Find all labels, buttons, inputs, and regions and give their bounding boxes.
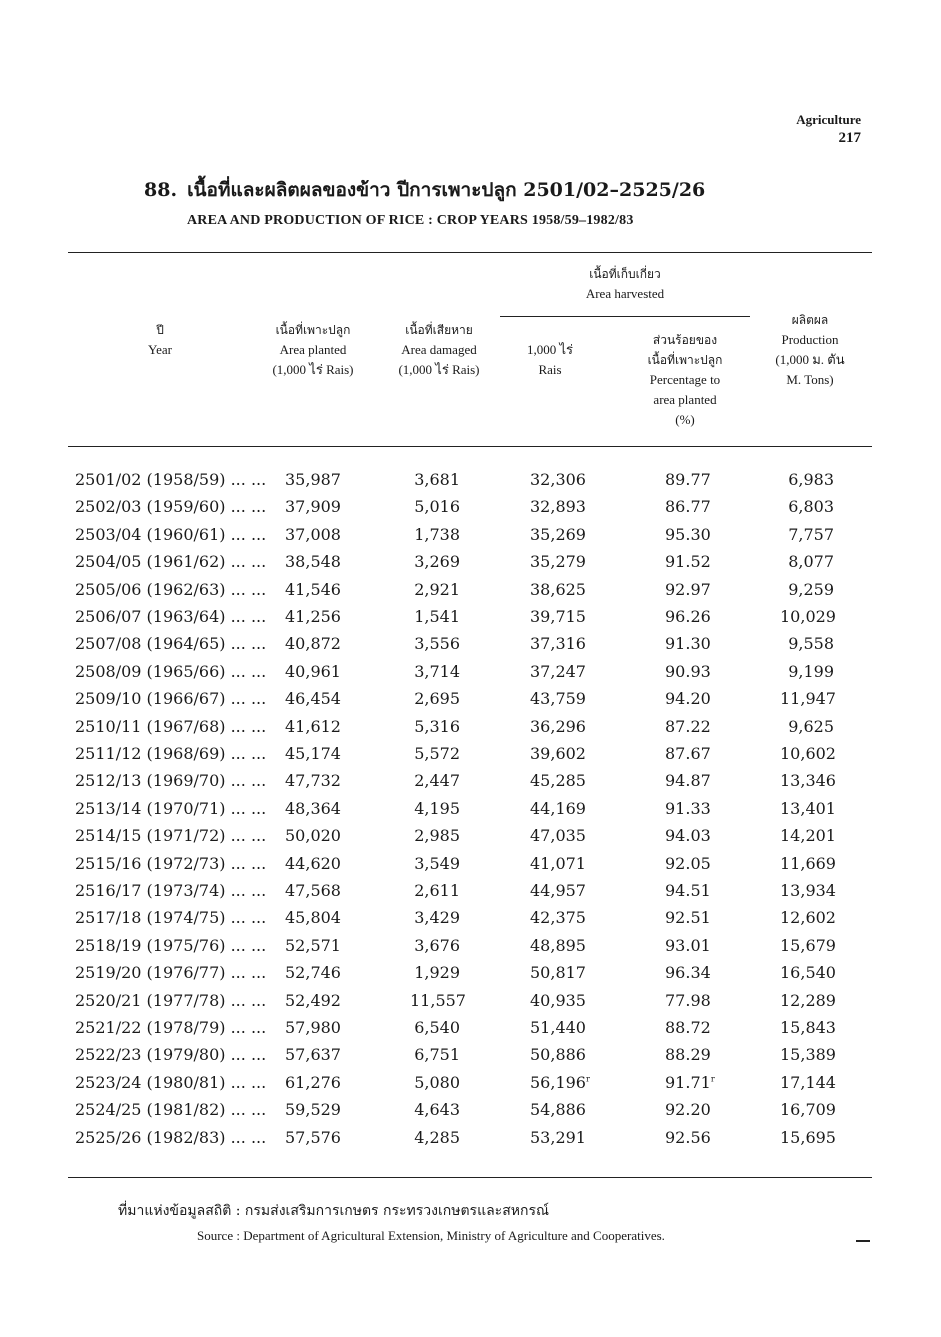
year-cell: 2520/21 (1977/78) ... ... (75, 991, 267, 1010)
table-row (0, 552, 941, 579)
area-planted-cell: 40,872 (285, 634, 341, 653)
area-planted-cell: 57,576 (285, 1128, 341, 1147)
area-planted-cell: 52,746 (285, 963, 341, 982)
area-damaged-cell: 2,611 (414, 881, 460, 900)
header-area-damaged (378, 320, 500, 380)
area-planted-cell: 35,987 (285, 470, 341, 489)
area-planted-cell: 37,909 (285, 497, 341, 516)
area-planted-cell: 57,637 (285, 1045, 341, 1064)
area-damaged-cell: 3,269 (414, 552, 460, 571)
header-area-harvested (500, 264, 750, 304)
production-cell: 10,029 (780, 607, 836, 626)
area-harvested-cell: 53,291 (530, 1128, 586, 1147)
header-year (110, 320, 210, 360)
area-damaged-cell: 5,080 (414, 1073, 460, 1092)
area-planted-cell: 46,454 (285, 689, 341, 708)
trailing-dash (856, 1240, 870, 1242)
table-row (0, 497, 941, 524)
area-harvested-cell: 39,602 (530, 744, 586, 763)
year-cell: 2510/11 (1967/68) ... ... (75, 717, 267, 736)
area-planted-cell: 48,364 (285, 799, 341, 818)
area-damaged-cell: 3,549 (414, 854, 460, 873)
area-harvested-cell: 39,715 (530, 607, 586, 626)
table-row (0, 744, 941, 771)
production-cell: 12,289 (780, 991, 836, 1010)
header-damaged-thai: เนื้อที่เสียหาย (405, 323, 473, 337)
area-harvested-cell: 48,895 (530, 936, 586, 955)
table-row (0, 689, 941, 716)
header-year-english: Year (148, 342, 172, 357)
year-cell: 2505/06 (1962/63) ... ... (75, 580, 267, 599)
year-cell: 2524/25 (1981/82) ... ... (75, 1100, 267, 1119)
area-planted-cell: 45,804 (285, 908, 341, 927)
area-harvested-cell: 35,279 (530, 552, 586, 571)
area-harvested-cell: 38,625 (530, 580, 586, 599)
area-damaged-cell: 3,681 (414, 470, 460, 489)
production-cell: 13,401 (780, 799, 836, 818)
page-number: 217 (838, 130, 861, 146)
year-cell: 2509/10 (1966/67) ... ... (75, 689, 267, 708)
header-harvested-english: Area harvested (585, 286, 665, 301)
table-number: 88. (144, 179, 178, 201)
production-cell: 11,669 (780, 854, 836, 873)
percentage-cell: 89.77 (665, 470, 711, 489)
header-pct-thai-2: เนื้อที่เพาะปลูก (647, 353, 723, 367)
percentage-cell: 91.30 (665, 634, 711, 653)
area-planted-cell: 50,020 (285, 826, 341, 845)
percentage-cell: 94.87 (665, 771, 711, 790)
area-harvested-cell: 32,306 (530, 470, 586, 489)
header-area-planted (253, 320, 373, 380)
area-planted-cell: 47,568 (285, 881, 341, 900)
header-percentage (620, 330, 750, 430)
area-planted-cell: 52,492 (285, 991, 341, 1010)
header-bottom-rule (68, 446, 872, 447)
header-planted-english: Area planted (279, 342, 347, 357)
header-harvested-unit-en: Rais (538, 362, 562, 377)
production-cell: 16,709 (780, 1100, 836, 1119)
table-row (0, 881, 941, 908)
header-planted-unit: (1,000 ไร่ Rais) (272, 362, 354, 377)
table-row (0, 607, 941, 634)
year-cell: 2513/14 (1970/71) ... ... (75, 799, 267, 818)
area-damaged-cell: 6,751 (414, 1045, 460, 1064)
page-header (796, 112, 861, 147)
area-harvested-cell: 37,316 (530, 634, 586, 653)
area-damaged-cell: 3,556 (414, 634, 460, 653)
bottom-rule (68, 1177, 872, 1178)
production-cell: 15,679 (780, 936, 836, 955)
year-cell: 2511/12 (1968/69) ... ... (75, 744, 267, 763)
year-cell: 2501/02 (1958/59) ... ... (75, 470, 267, 489)
table-row (0, 580, 941, 607)
area-harvested-cell: 51,440 (530, 1018, 586, 1037)
area-harvested-cell: 32,893 (530, 497, 586, 516)
header-pct-thai-1: ส่วนร้อยของ (652, 333, 718, 347)
top-rule (68, 252, 872, 253)
area-harvested-cell: 44,169 (530, 799, 586, 818)
header-harvested-unit: 1,000 ไร่ (526, 342, 574, 357)
area-damaged-cell: 4,195 (414, 799, 460, 818)
header-production-unit-2: M. Tons) (786, 372, 834, 387)
header-production-unit-1: (1,000 ม. ตัน (775, 352, 845, 367)
area-harvested-cell: 44,957 (530, 881, 586, 900)
area-planted-cell: 44,620 (285, 854, 341, 873)
year-cell: 2512/13 (1969/70) ... ... (75, 771, 267, 790)
production-cell: 13,934 (780, 881, 836, 900)
area-harvested-cell: 35,269 (530, 525, 586, 544)
area-harvested-cell: 40,935 (530, 991, 586, 1010)
production-cell: 6,803 (788, 497, 834, 516)
percentage-cell: 87.22 (665, 717, 711, 736)
table-row (0, 826, 941, 853)
area-damaged-cell: 11,557 (410, 991, 466, 1010)
table-row (0, 1018, 941, 1045)
area-damaged-cell: 2,985 (414, 826, 460, 845)
header-production (755, 310, 865, 390)
year-cell: 2522/23 (1979/80) ... ... (75, 1045, 267, 1064)
area-damaged-cell: 4,285 (414, 1128, 460, 1147)
year-cell: 2517/18 (1974/75) ... ... (75, 908, 267, 927)
table-title-english: AREA AND PRODUCTION OF RICE : CROP YEARS 1958/59–1982/83 (187, 213, 634, 228)
year-cell: 2516/17 (1973/74) ... ... (75, 881, 267, 900)
source-english: Source : Department of Agricultural Extension, Ministry of Agriculture and Cooperatives. (197, 1228, 665, 1243)
area-harvested-cell: 54,886 (530, 1100, 586, 1119)
area-damaged-cell: 1,541 (414, 607, 460, 626)
area-planted-cell: 59,529 (285, 1100, 341, 1119)
revision-mark: r (710, 1074, 715, 1084)
percentage-cell: 95.30 (665, 525, 711, 544)
area-planted-cell: 57,980 (285, 1018, 341, 1037)
production-cell: 15,389 (780, 1045, 836, 1064)
area-damaged-cell: 3,714 (414, 662, 460, 681)
area-damaged-cell: 5,572 (414, 744, 460, 763)
area-harvested-cell: 36,296 (530, 717, 586, 736)
area-harvested-cell: 50,886 (530, 1045, 586, 1064)
header-pct-english-1: Percentage to (649, 372, 721, 387)
area-harvested-cell: 45,285 (530, 771, 586, 790)
header-damaged-unit: (1,000 ไร่ Rais) (398, 362, 480, 377)
area-planted-cell: 38,548 (285, 552, 341, 571)
area-harvested-cell: 37,247 (530, 662, 586, 681)
year-cell: 2502/03 (1959/60) ... ... (75, 497, 267, 516)
area-damaged-cell: 5,016 (414, 497, 460, 516)
production-cell: 8,077 (788, 552, 834, 571)
area-harvested-cell: 50,817 (530, 963, 586, 982)
revision-mark: r (585, 1074, 590, 1084)
production-cell: 10,602 (780, 744, 836, 763)
title-thai-text: เนื้อที่และผลิตผลของข้าว ปีการเพาะปลูก 2501/02–2525/26 (187, 179, 706, 201)
area-planted-cell: 41,612 (285, 717, 341, 736)
area-damaged-cell: 2,921 (414, 580, 460, 599)
table-row (0, 1073, 941, 1100)
year-cell: 2523/24 (1980/81) ... ... (75, 1073, 267, 1092)
percentage-cell: 92.51 (665, 908, 711, 927)
production-cell: 15,695 (780, 1128, 836, 1147)
section-name: Agriculture (796, 112, 861, 127)
area-damaged-cell: 3,676 (414, 936, 460, 955)
production-cell: 14,201 (780, 826, 836, 845)
production-cell: 12,602 (780, 908, 836, 927)
area-planted-cell: 61,276 (285, 1073, 341, 1092)
header-pct-english-2: area planted (653, 392, 717, 407)
year-cell: 2521/22 (1978/79) ... ... (75, 1018, 267, 1037)
area-planted-cell: 41,546 (285, 580, 341, 599)
table-row (0, 771, 941, 798)
production-cell: 16,540 (780, 963, 836, 982)
percentage-cell: 92.97 (665, 580, 711, 599)
header-year-thai: ปี (156, 323, 164, 337)
year-cell: 2508/09 (1965/66) ... ... (75, 662, 267, 681)
year-cell: 2503/04 (1960/61) ... ... (75, 525, 267, 544)
area-damaged-cell: 5,316 (414, 717, 460, 736)
percentage-cell: 88.29 (665, 1045, 711, 1064)
header-harvested-thai: เนื้อที่เก็บเกี่ยว (589, 267, 661, 281)
area-planted-cell: 52,571 (285, 936, 341, 955)
percentage-cell: 93.01 (665, 936, 711, 955)
percentage-cell: 77.98 (665, 991, 711, 1010)
year-cell: 2514/15 (1971/72) ... ... (75, 826, 267, 845)
header-production-english: Production (781, 332, 839, 347)
production-cell: 15,843 (780, 1018, 836, 1037)
year-cell: 2525/26 (1982/83) ... ... (75, 1128, 267, 1147)
area-damaged-cell: 2,695 (414, 689, 460, 708)
table-row (0, 1045, 941, 1072)
production-cell: 13,346 (780, 771, 836, 790)
area-harvested-cell: 56,196$^r$ (530, 1073, 590, 1092)
year-cell: 2518/19 (1975/76) ... ... (75, 936, 267, 955)
percentage-cell: 86.77 (665, 497, 711, 516)
production-cell: 9,558 (788, 634, 834, 653)
table-row (0, 908, 941, 935)
production-cell: 7,757 (788, 525, 834, 544)
area-planted-cell: 41,256 (285, 607, 341, 626)
percentage-cell: 91.52 (665, 552, 711, 571)
table-row (0, 634, 941, 661)
year-cell: 2507/08 (1964/65) ... ... (75, 634, 267, 653)
area-damaged-cell: 4,643 (414, 1100, 460, 1119)
table-row (0, 854, 941, 881)
header-harvested-rais (510, 340, 590, 380)
table-row (0, 1128, 941, 1155)
source-thai: ที่มาแห่งข้อมูลสถิติ : กรมส่งเสริมการเกษตร กระทรวงเกษตรและสหกรณ์ (118, 1203, 549, 1219)
area-harvested-cell: 43,759 (530, 689, 586, 708)
header-production-thai: ผลิตผล (791, 313, 829, 327)
percentage-cell: 91.33 (665, 799, 711, 818)
percentage-cell: 96.34 (665, 963, 711, 982)
production-cell: 9,625 (788, 717, 834, 736)
harvested-span-rule (500, 316, 750, 317)
area-damaged-cell: 6,540 (414, 1018, 460, 1037)
percentage-cell: 91.71$^r$ (665, 1073, 715, 1092)
production-cell: 9,199 (788, 662, 834, 681)
header-damaged-english: Area damaged (401, 342, 477, 357)
percentage-cell: 92.20 (665, 1100, 711, 1119)
header-pct-unit: (%) (675, 412, 695, 427)
table-row (0, 470, 941, 497)
area-damaged-cell: 3,429 (414, 908, 460, 927)
percentage-cell: 92.56 (665, 1128, 711, 1147)
production-cell: 9,259 (788, 580, 834, 599)
area-harvested-cell: 42,375 (530, 908, 586, 927)
percentage-cell: 90.93 (665, 662, 711, 681)
area-planted-cell: 40,961 (285, 662, 341, 681)
percentage-cell: 94.20 (665, 689, 711, 708)
production-cell: 6,983 (788, 470, 834, 489)
table-row (0, 799, 941, 826)
area-harvested-cell: 41,071 (530, 854, 586, 873)
year-cell: 2519/20 (1976/77) ... ... (75, 963, 267, 982)
table-row (0, 936, 941, 963)
area-damaged-cell: 1,929 (414, 963, 460, 982)
table-title-thai (144, 175, 705, 205)
area-harvested-cell: 47,035 (530, 826, 586, 845)
table-row (0, 991, 941, 1018)
table-row (0, 717, 941, 744)
percentage-cell: 94.03 (665, 826, 711, 845)
percentage-cell: 87.67 (665, 744, 711, 763)
area-damaged-cell: 1,738 (414, 525, 460, 544)
year-cell: 2515/16 (1972/73) ... ... (75, 854, 267, 873)
area-planted-cell: 45,174 (285, 744, 341, 763)
year-cell: 2504/05 (1961/62) ... ... (75, 552, 267, 571)
table-row (0, 525, 941, 552)
production-cell: 17,144 (780, 1073, 836, 1092)
percentage-cell: 88.72 (665, 1018, 711, 1037)
area-planted-cell: 37,008 (285, 525, 341, 544)
area-damaged-cell: 2,447 (414, 771, 460, 790)
table-row (0, 963, 941, 990)
percentage-cell: 96.26 (665, 607, 711, 626)
production-cell: 11,947 (780, 689, 836, 708)
header-planted-thai: เนื้อที่เพาะปลูก (275, 323, 351, 337)
year-cell: 2506/07 (1963/64) ... ... (75, 607, 267, 626)
area-planted-cell: 47,732 (285, 771, 341, 790)
percentage-cell: 92.05 (665, 854, 711, 873)
table-row (0, 662, 941, 689)
percentage-cell: 94.51 (665, 881, 711, 900)
table-row (0, 1100, 941, 1127)
